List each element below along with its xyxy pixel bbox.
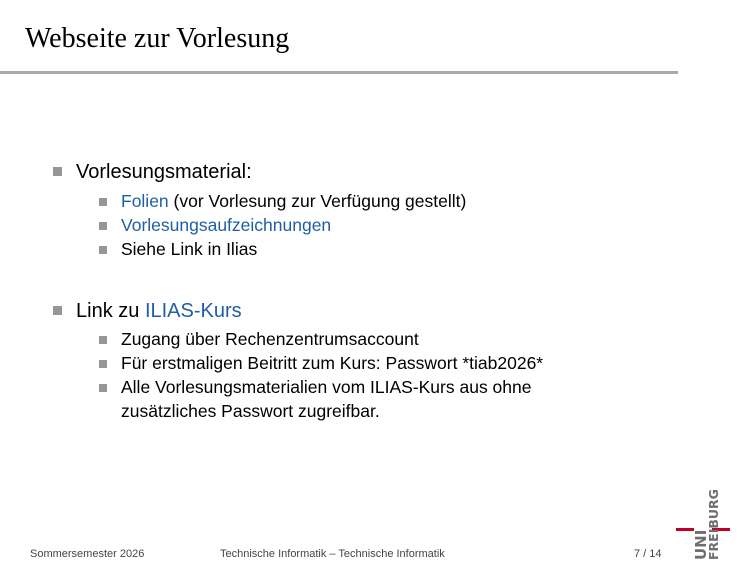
footer-course: Technische Informatik – Technische Informatik <box>220 548 445 560</box>
slide-title: Webseite zur Vorlesung <box>25 23 290 54</box>
uni-freiburg-logo-icon <box>676 482 748 562</box>
folien-description: (vor Vorlesung zur Verfügung gestellt) <box>168 191 467 211</box>
footer-page-number: 7 / 14 <box>634 548 662 560</box>
footer-semester: Sommersemester 2026 <box>30 548 145 560</box>
sub-bullet-square-icon <box>99 384 107 392</box>
university-logo <box>676 482 748 562</box>
sub-bullet-passwort: Für erstmaligen Beitritt zum Kurs: Passwort *tiab2026* <box>121 353 544 373</box>
sub-bullet-ilias-hint: Siehe Link in Ilias <box>121 239 258 259</box>
sub-bullet-folien <box>121 190 466 212</box>
title-divider <box>0 71 678 74</box>
bullet-square-icon <box>53 306 62 315</box>
logo-text-uni: UNI <box>692 529 710 560</box>
folien-link[interactable]: Folien <box>121 191 169 211</box>
bullet-link-zu-ilias <box>76 299 242 323</box>
sub-bullet-square-icon <box>99 246 107 254</box>
vorlesungsaufzeichnungen-link[interactable]: Vorlesungsaufzeichnungen <box>121 215 332 235</box>
sub-bullet-zugang: Zugang über Rechenzentrumsaccount <box>121 329 419 349</box>
link-prefix: Link zu <box>76 300 145 322</box>
bullet-vorlesungsmaterial: Vorlesungsmaterial: <box>76 161 252 183</box>
sub-bullet-material-line1: Alle Vorlesungsmaterialien vom ILIAS-Kurs aus ohne <box>121 377 532 397</box>
sub-bullet-square-icon <box>99 198 107 206</box>
sub-bullet-square-icon <box>99 222 107 230</box>
sub-bullet-material-line2: zusätzliches Passwort zugreifbar. <box>121 401 380 421</box>
sub-bullet-square-icon <box>99 336 107 344</box>
sub-bullet-square-icon <box>99 360 107 368</box>
bullet-square-icon <box>53 167 62 176</box>
ilias-kurs-link[interactable]: ILIAS-Kurs <box>144 300 242 322</box>
logo-text-freiburg: FREIBURG <box>706 489 721 560</box>
